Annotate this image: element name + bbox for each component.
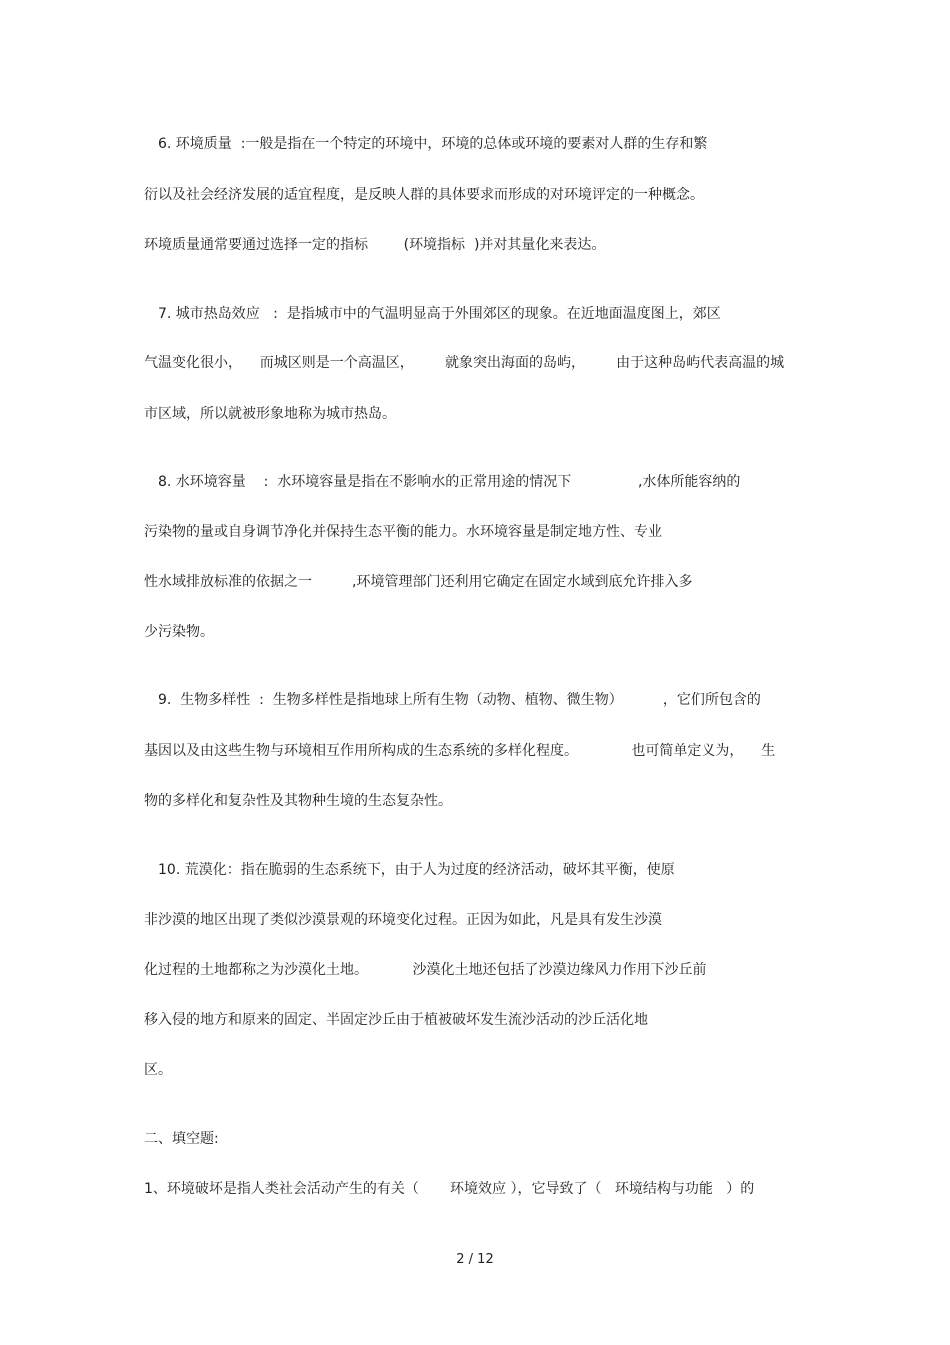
text-line: 市区域，所以就被形象地称为城市热岛。 (144, 406, 396, 422)
text-line: 9. 生物多样性 : 生物多样性是指地球上所有生物（动物、植物、微生物） ，它们所包含的 (158, 692, 761, 708)
text-line: 少污染物。 (144, 624, 214, 640)
text-line: 10. 荒漠化：指在脆弱的生态系统下，由于人为过度的经济活动，破坏其平衡，使原 (158, 862, 675, 878)
text-line: 非沙漠的地区出现了类似沙漠景观的环境变化过程。正因为如此，凡是具有发生沙漠 (144, 912, 662, 928)
text-line: 物的多样化和复杂性及其物种生境的生态复杂性。 (144, 793, 452, 809)
text-line: 8. 水环境容量 : 水环境容量是指在不影响水的正常用途的情况下 ,水体所能容纳的 (158, 474, 741, 490)
text-line: 区。 (144, 1062, 172, 1078)
text-line: 移入侵的地方和原来的固定、半固定沙丘由于植被破坏发生流沙活动的沙丘活化地 (144, 1012, 648, 1028)
text-line: 环境质量通常要通过选择一定的指标 (环境指标 )并对其量化来表达。 (144, 237, 606, 253)
text-line: 污染物的量或自身调节净化并保持生态平衡的能力。水环境容量是制定地方性、专业 (144, 524, 662, 540)
text-line: 性水域排放标准的依据之一 ,环境管理部门还利用它确定在固定水域到底允许排入多 (144, 574, 693, 590)
text-line: 衍以及社会经济发展的适宜程度，是反映人群的具体要求而形成的对环境评定的一种概念。 (144, 187, 704, 203)
page-number: 2 / 12 (456, 1252, 494, 1267)
text-line: 气温变化很小， 而城区则是一个高温区， 就象突出海面的岛屿， 由于这种岛屿代表高温的城 (144, 355, 785, 371)
text-line: 化过程的土地都称之为沙漠化土地。 沙漠化土地还包括了沙漠边缘风力作用下沙丘前 (144, 962, 707, 978)
text-line: 基因以及由这些生物与环境相互作用所构成的生态系统的多样化程度。 也可简单定义为， 生 (144, 743, 776, 759)
text-line: 6. 环境质量 :一般是指在一个特定的环境中，环境的总体或环境的要素对人群的生存和繁 (158, 136, 708, 152)
text-line: 7. 城市热岛效应 : 是指城市中的气温明显高于外围郊区的现象。在近地面温度图上，郊区 (158, 306, 721, 322)
section-heading: 二、填空题: (144, 1131, 219, 1147)
question-line: 1、环境破坏是指人类社会活动产生的有关（ 环境效应 ），它导致了（ 环境结构与功能 ）的 (144, 1181, 755, 1197)
